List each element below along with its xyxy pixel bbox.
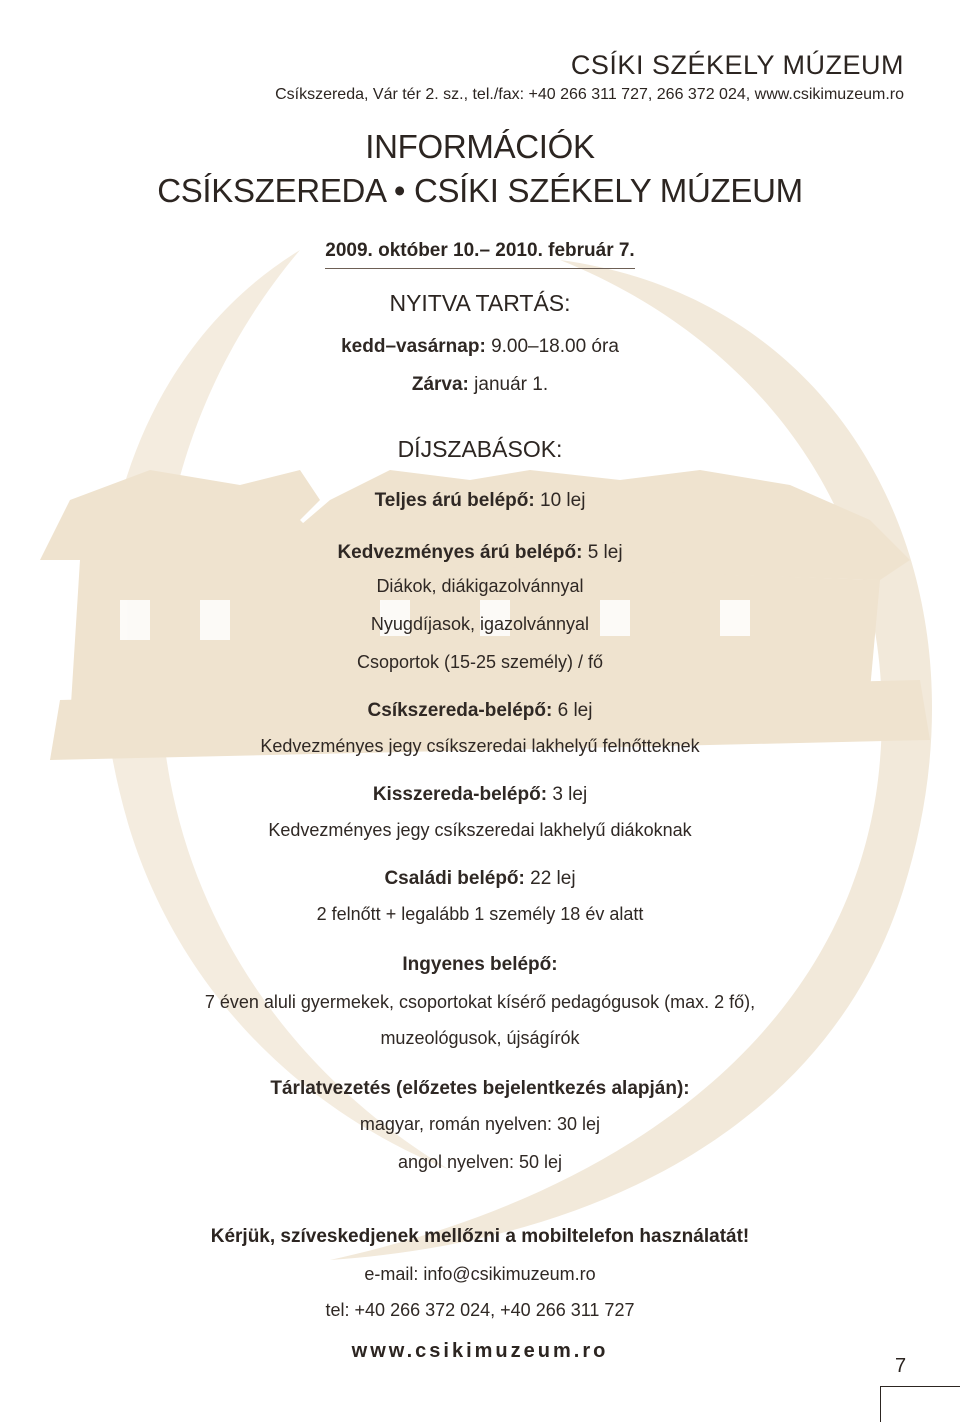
full-price-row	[0, 490, 960, 512]
city-ticket-row	[0, 700, 960, 722]
family-ticket-desc: 2 felnőtt + legalább 1 személy 18 év alatt	[316, 904, 644, 924]
contact-email[interactable]: e-mail: info@csikimuzeum.ro	[364, 1264, 596, 1284]
small-city-ticket-value: 3 lej	[552, 784, 588, 805]
small-city-ticket-desc: Kedvezményes jegy csíkszeredai lakhelyű diákoknak	[268, 820, 692, 840]
reduced-price-value: 5 lej	[587, 542, 623, 563]
guided-tour-price-1: magyar, román nyelven: 30 lej	[359, 1114, 601, 1134]
opening-hours-heading: NYITVA TARTÁS:	[389, 290, 571, 316]
small-city-ticket-row	[0, 784, 960, 806]
page-title: INFORMÁCIÓK	[365, 128, 595, 165]
website-link[interactable]: www.csikimuzeum.ro	[351, 1340, 609, 1362]
free-entry-desc-2: muzeológusok, újságírók	[380, 1028, 580, 1048]
opening-days	[0, 336, 960, 358]
opening-days-value: 9.00–18.00 óra	[491, 336, 619, 357]
free-entry-desc: 7 éven aluli gyermekek, csoportokat kísérő pedagógusok (max. 2 fő),	[204, 992, 756, 1012]
free-entry-row	[0, 954, 960, 976]
family-ticket-value: 22 lej	[530, 868, 576, 889]
closed-label: Zárva:	[411, 374, 469, 395]
closed-value: január 1.	[474, 374, 549, 395]
city-ticket-value: 6 lej	[557, 700, 593, 721]
reduced-price-row	[0, 542, 960, 564]
small-city-ticket-label: Kisszereda-belépő:	[372, 784, 548, 805]
museum-name-header: CSÍKI SZÉKELY MÚZEUM	[570, 50, 904, 80]
full-price-label: Teljes árú belépő:	[374, 490, 535, 511]
guided-tour-row	[0, 1078, 960, 1100]
full-price-value: 10 lej	[540, 490, 586, 511]
opening-days-label: kedd–vasárnap:	[341, 336, 486, 357]
reduced-item: Csoportok (15-25 személy) / fő	[356, 652, 604, 672]
page-number: 7	[895, 1355, 907, 1377]
city-ticket-desc: Kedvezményes jegy csíkszeredai lakhelyű felnőtteknek	[260, 736, 700, 756]
family-ticket-row	[0, 868, 960, 890]
guided-tour-label: Tárlatvezetés (előzetes bejelentkezés alapján):	[270, 1078, 690, 1099]
city-ticket-label: Csíkszereda-belépő:	[367, 700, 553, 721]
free-entry-label: Ingyenes belépő:	[402, 954, 558, 975]
mobile-phone-notice: Kérjük, szíveskedjenek mellőzni a mobiltelefon használatát!	[210, 1226, 750, 1247]
reduced-item: Diákok, diákigazolvánnyal	[376, 576, 584, 596]
family-ticket-label: Családi belépő:	[384, 868, 525, 889]
fees-heading: DÍJSZABÁSOK:	[397, 436, 563, 462]
contact-phone: tel: +40 266 372 024, +40 266 311 727	[325, 1300, 635, 1320]
closed-day	[0, 374, 960, 396]
page-subtitle: CSÍKSZEREDA • CSÍKI SZÉKELY MÚZEUM	[157, 172, 803, 209]
reduced-price-label: Kedvezményes árú belépő:	[337, 542, 583, 563]
page-number-box	[880, 1355, 960, 1422]
exhibition-dates: 2009. október 10.– 2010. február 7.	[0, 240, 960, 269]
reduced-item: Nyugdíjasok, igazolvánnyal	[370, 614, 590, 634]
guided-tour-price-2: angol nyelven: 50 lej	[397, 1152, 563, 1172]
museum-address: Csíkszereda, Vár tér 2. sz., tel./fax: +40 266 311 727, 266 372 024, www.csikimuzeum.ro	[275, 86, 904, 103]
